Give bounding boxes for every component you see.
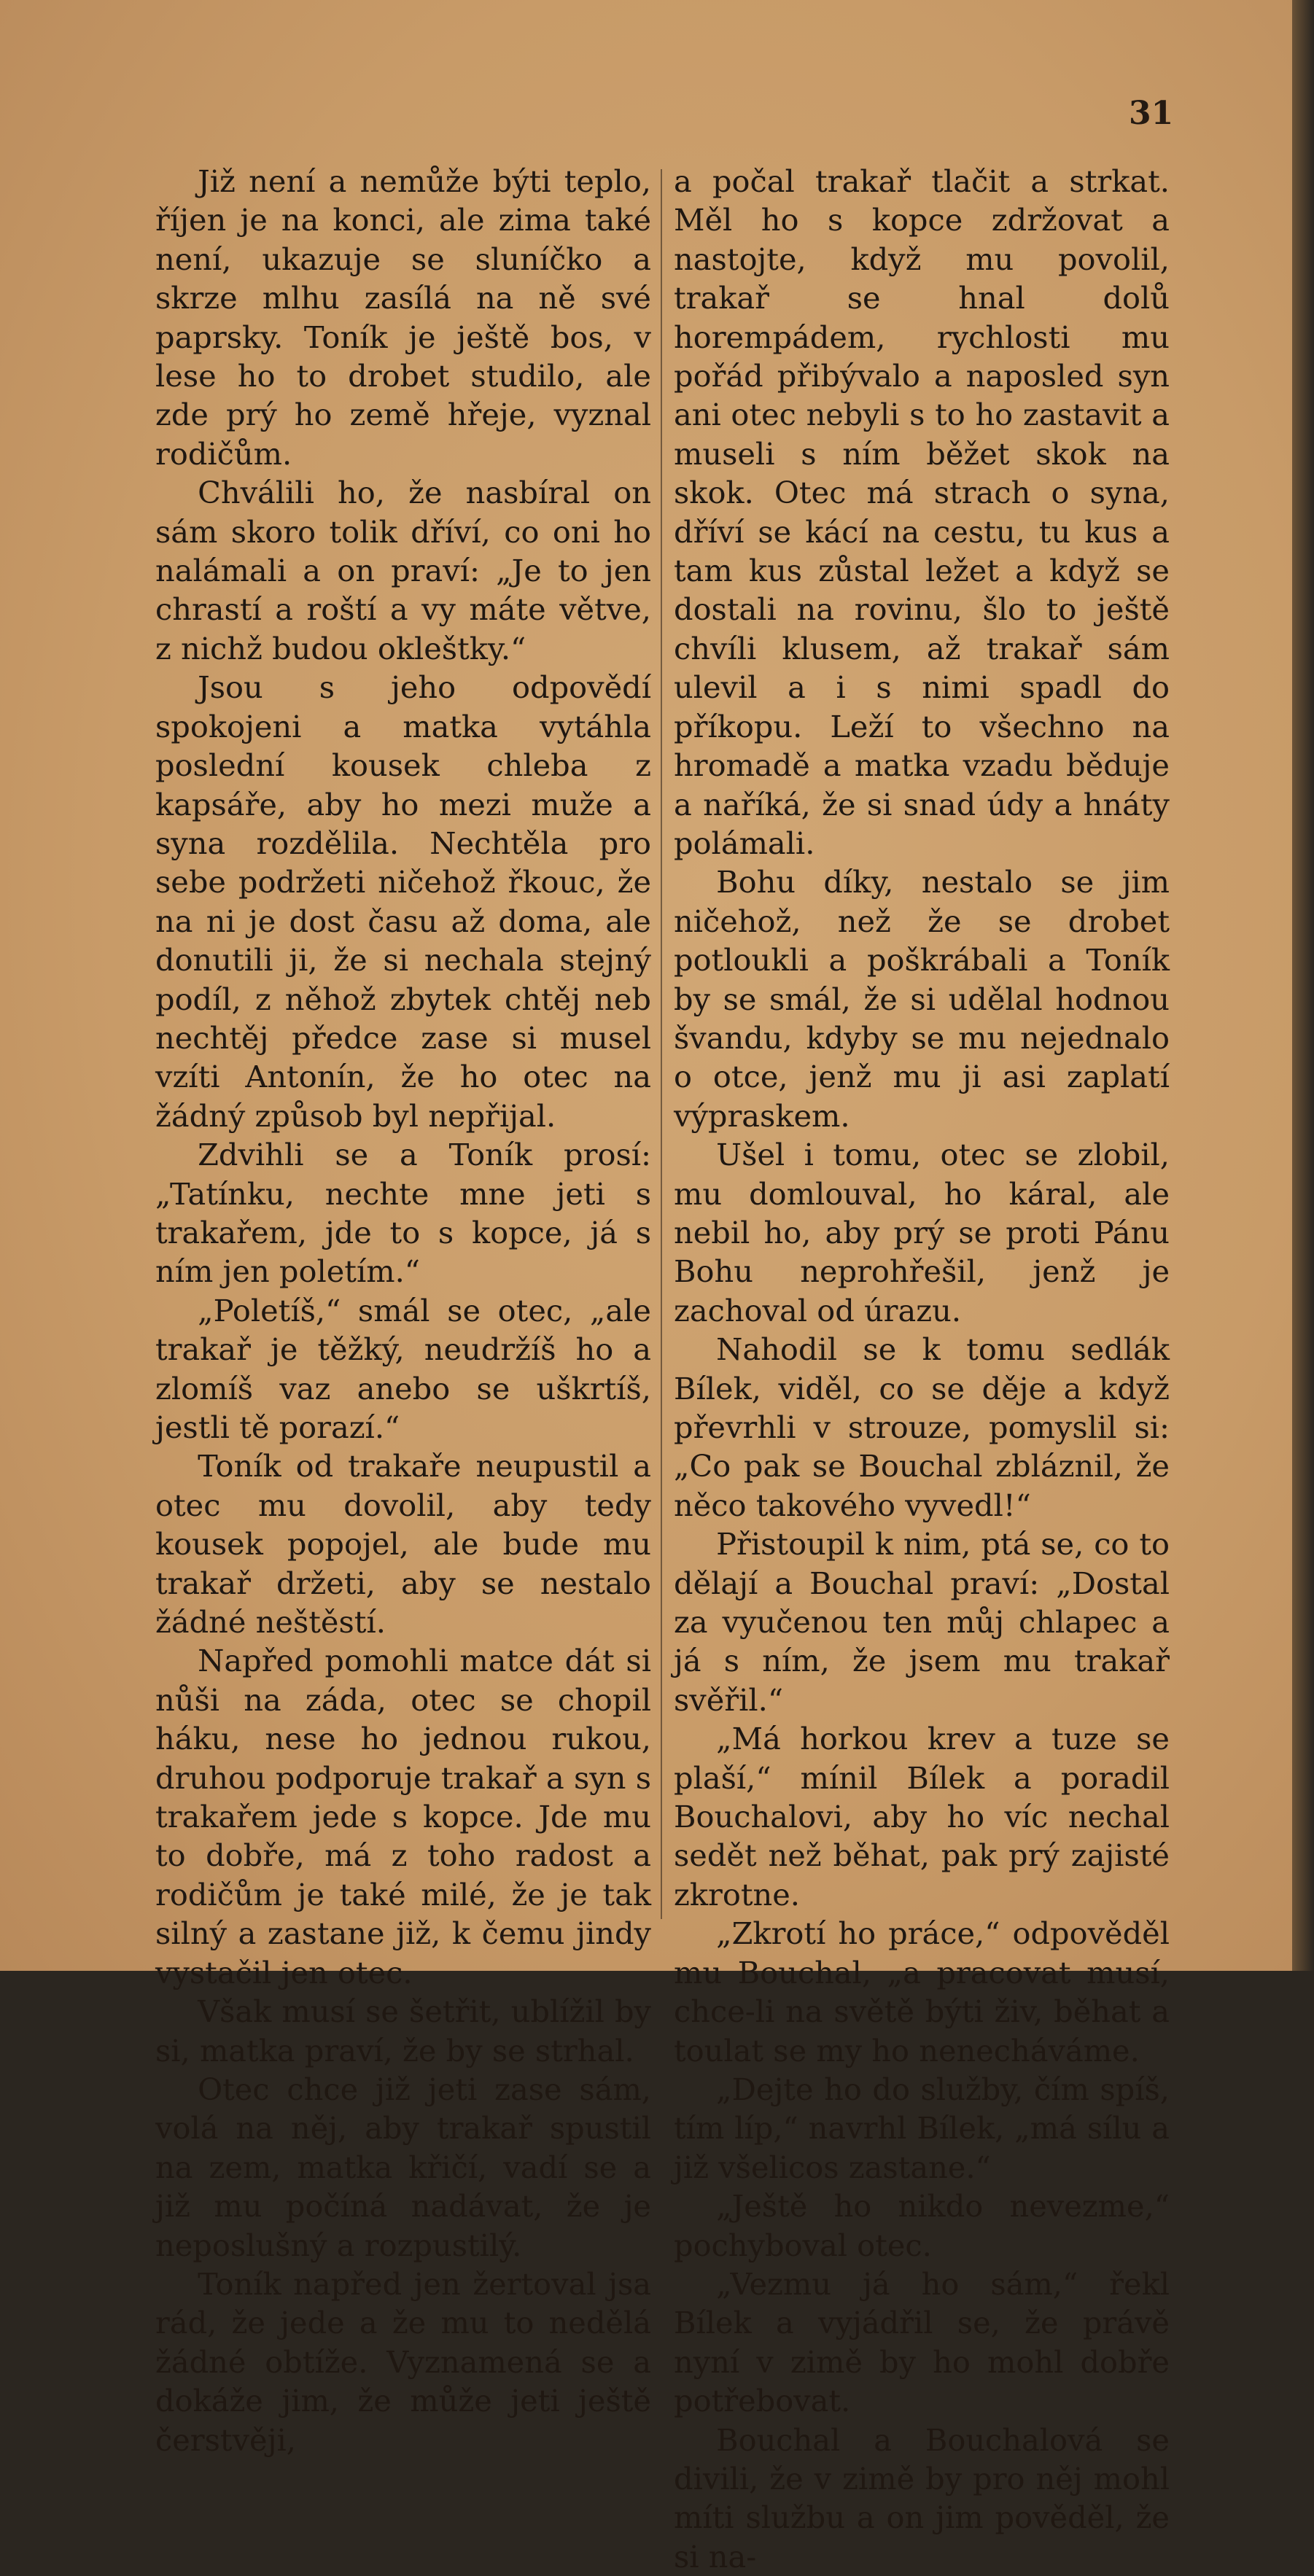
paragraph: Však musí se šetřit, ublížil by si, matka praví, že by se strhal. [155,1993,651,2069]
paragraph: „Dejte ho do služby, čím spíš, tím líp,“ navrhl Bílek, „má sílu a již všelicos zastane.“ [674,2071,1170,2185]
paragraph: „Má horkou krev a tuze se plaší,“ mínil Bílek a poradil Bouchalovi, aby ho víc nechal sedět než běhat, pak prý zajisté zkrotne. [674,1721,1170,1912]
left-column [155,162,651,2459]
column-divider [661,169,662,1919]
paragraph: „Vezmu já ho sám,“ řekl Bílek a vyjádřil se, že právě nyní v zimě by ho mohl dobře potřebovat. [674,2265,1170,2419]
paragraph: Již není a nemůže býti teplo, říjen je na konci, ale zima také není, ukazuje se sluníčko a skrze mlhu zasílá na ně své paprsky. Toník je ještě bos, v lese ho to drobet studilo, ale zde prý ho země hřeje, vyznal rodičům. [155,163,651,472]
page-number: 31 [1129,95,1174,132]
paragraph: Toník od trakaře neupustil a otec mu dovolil, aby tedy kousek popojel, ale bude mu trakař držeti, aby se nestalo žádné neštěstí. [155,1448,651,1641]
paragraph: Bouchal a Bouchalová se divili, že v zimě by pro něj mohl míti službu a on jim pověděl, že si na- [674,2421,1170,2575]
paragraph: Bohu díky, nestalo se jim ničehož, než že se drobet potloukli a poškrábali a Toník by se smál, že si udělal hodnou švandu, kdyby se mu nejednalo o otce, jenž mu ji asi zaplatí výpraskem. [674,864,1170,1134]
paragraph: Otec chce již jeti zase sám, volá na něj, aby trakař spustil na zem, matka křičí, vadí se a již mu počíná nadávat, že je neposlušný a rozpustilý. [155,2071,651,2263]
paragraph: Přistoupil k nim, ptá se, co to dělají a Bouchal praví: „Dostal za vyučenou ten můj chlapec a já s ním, že jsem mu trakař svěřil.“ [674,1526,1170,1718]
paragraph: Zdvihli se a Toník prosí: „Tatínku, nechte mne jeti s trakařem, jde to s kopce, já s ním jen poletím.“ [155,1137,651,1290]
paragraph-continuation: a počal trakař tlačit a strkat. Měl ho s kopce zdržovat a nastojte, když mu povolil, trakař se hnal dolů horempádem, rychlosti mu pořád přibývalo a naposled syn ani otec nebyli s to ho zastavit a museli s ním běžet skok na skok. Otec má strach o syna, dříví se kácí na cestu, tu kus a tam kus zůstal ležet a když se dostali na rovinu, šlo to ještě chvíli klusem, až trakař sám ulevil a i s nimi spadl do příkopu. Leží to všechno na hromadě a matka vzadu běduje a naříká, že si snad údy a hnáty polámali. [674,163,1170,861]
right-column [674,162,1170,2576]
paragraph: „Zkrotí ho práce,“ odpověděl mu Bouchal, „a pracovat musí, chce-li na světě býti živ, běhat a toulat se my ho nenecháváme. [674,1915,1170,2069]
paragraph: Chválili ho, že nasbíral on sám skoro tolik dříví, co oni ho nalámali a on praví: „Je to jen chrastí a roští a vy máte větve, z nichž budou okleštky.“ [155,475,651,666]
paragraph: Nahodil se k tomu sedlák Bílek, viděl, co se děje a když převrhli v strouze, pomyslil si: „Co pak se Bouchal zbláznil, že něco takového vyvedl!“ [674,1331,1170,1523]
paragraph: Napřed pomohli matce dát si nůši na záda, otec se chopil háku, nese ho jednou rukou, druhou podporuje trakař a syn s trakařem jede s kopce. Jde mu to dobře, má z toho radost a rodičům je také milé, že je tak silný a zastane již, k čemu jindy vystačil jen otec. [155,1643,651,1991]
paragraph: Jsou s jeho odpovědí spokojeni a matka vytáhla poslední kousek chleba z kapsáře, aby ho mezi muže a syna rozdělila. Nechtěla pro sebe podržeti ničehož řkouc, že na ni je dost času až doma, ale donutili ji, že si nechala stejný podíl, z něhož zbytek chtěj neb nechtěj předce zase si musel vzíti Antonín, že ho otec na žádný způsob byl nepřijal. [155,669,651,1134]
paragraph: „Ještě ho nikdo nevezme,“ pochyboval otec. [674,2188,1170,2263]
paragraph: Toník napřed jen žertoval jsa rád, že jede a že mu to nedělá žádné obtíže. Vyznamená se a dokáže jim, že může jeti ještě čerstvěji, [155,2265,651,2458]
book-spine [1292,0,1314,1971]
paragraph: Ušel i tomu, otec se zlobil, mu domlouval, ho káral, ale nebil ho, aby prý se proti Pánu Bohu neprohřešil, jenž je zachoval od úrazu. [674,1137,1170,1328]
paragraph: „Poletíš,“ smál se otec, „ale trakař je těžký, neudržíš ho a zlomíš vaz anebo se uškrtíš, jestli tě porazí.“ [155,1292,651,1445]
